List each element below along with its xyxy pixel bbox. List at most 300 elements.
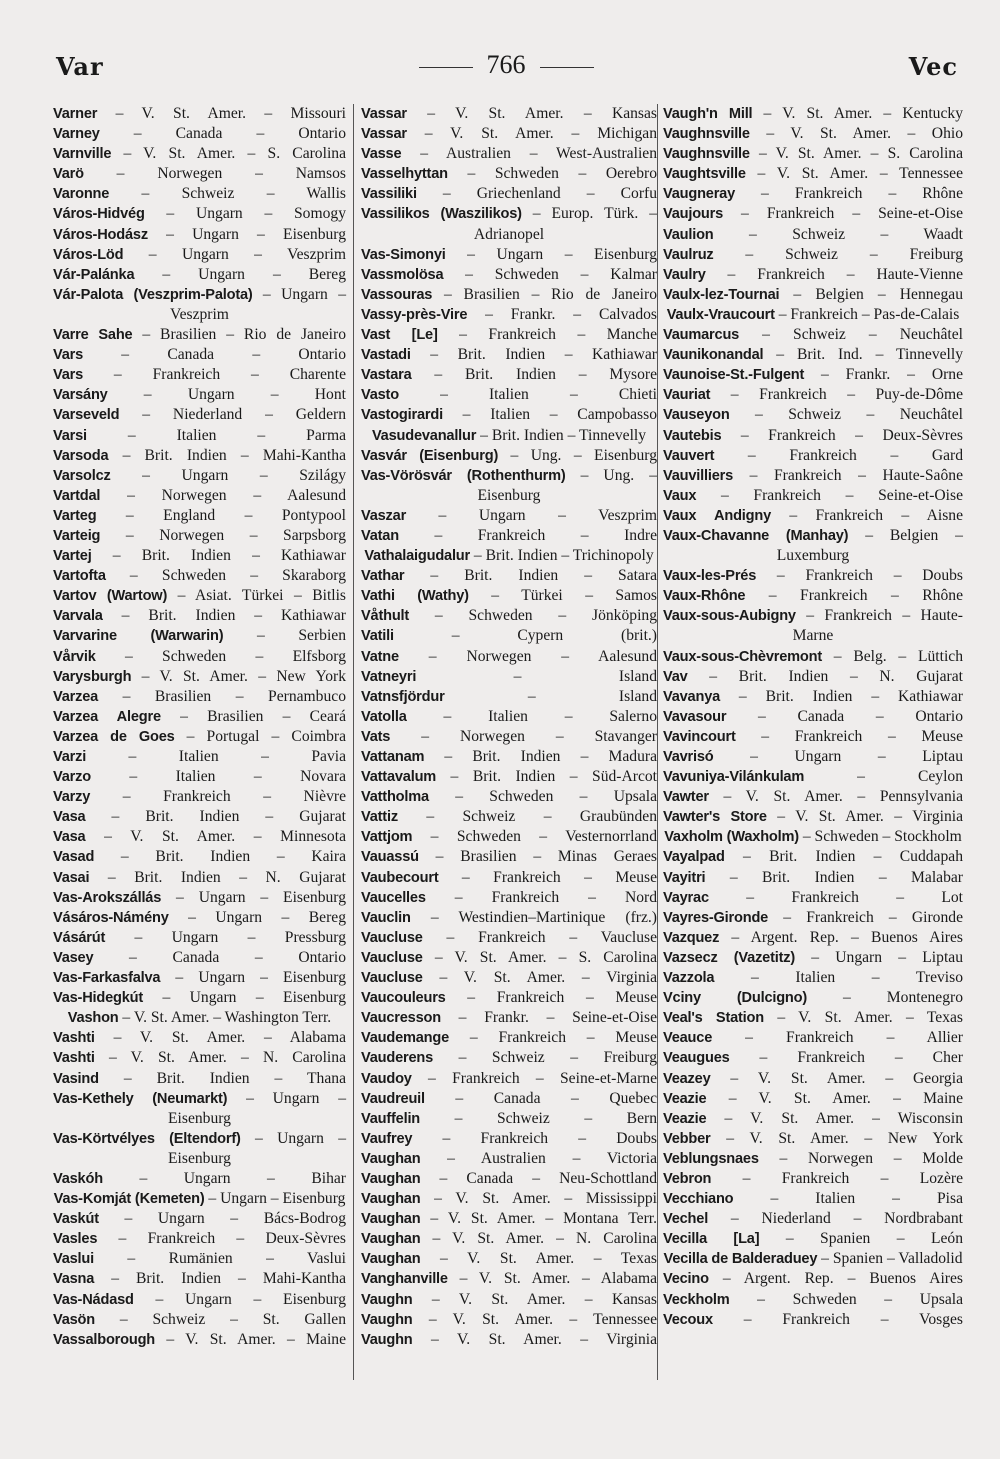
place-name: Varzo: [53, 769, 91, 786]
place-name: Vaszar: [361, 507, 407, 524]
place-name: Varvala: [53, 608, 103, 625]
place-name: Vathalaigudalur: [364, 548, 470, 565]
place-name: Vanghanville: [361, 1271, 448, 1288]
place-name: Vauffelin: [361, 1110, 421, 1127]
place-name: Vartdal: [53, 487, 101, 504]
place-name: Varzea de Goes: [53, 728, 175, 745]
place-location: – Frankr. – Seine-et-Oise: [440, 1009, 657, 1027]
place-location: – Ungarn – Hont: [107, 386, 346, 404]
place-name: Vas-Nádasd: [53, 1291, 134, 1308]
place-name: Vaxholm (Waxholm): [664, 829, 799, 846]
place-location: – Portugal – Coimbra: [174, 727, 346, 745]
place-name: Vas-Komját (Kemeten): [53, 1191, 205, 1208]
place-name: Vattholma: [361, 789, 429, 806]
place-name: Vars: [53, 367, 84, 384]
place-name: Vaux-sous-Chèvremont: [663, 648, 823, 665]
place-name: Vár-Palota (Veszprim-Palota): [53, 286, 253, 303]
place-name: Vazsecz (Vazetitz): [663, 949, 796, 966]
place-location: – Frankreich – Pas-de-Calais: [774, 305, 960, 323]
place-location: – V. St. Amer. – Texas: [420, 1250, 657, 1268]
place-location: – Ungarn – Bihar: [102, 1169, 346, 1187]
gazetteer-entry: [53, 426, 346, 446]
gazetteer-entry: [53, 1310, 346, 1330]
gazetteer-entry: [53, 265, 346, 285]
gazetteer-entry: [361, 948, 657, 968]
gazetteer-entry: [663, 1008, 963, 1028]
place-name: Vars: [53, 347, 84, 364]
place-name: Vathi (Wathy): [361, 588, 469, 605]
gazetteer-entry: [663, 1209, 963, 1229]
place-name: Våthult: [361, 608, 410, 625]
place-location: – Brit. Indien – Mahi-Kantha: [108, 446, 346, 464]
column-divider-2: [657, 104, 658, 1380]
gazetteer-entry: [361, 566, 657, 586]
gazetteer-entry: [663, 1269, 963, 1289]
place-location: – V. St. Amer. – New York: [710, 1129, 963, 1147]
gazetteer-entry: [663, 405, 963, 425]
gazetteer-entry: [663, 727, 963, 747]
place-name: Vaughn: [361, 1291, 413, 1308]
place-location: – Canada – Ontario: [83, 346, 346, 364]
place-location: – Brit. Indien – Trichinopoly: [470, 547, 654, 565]
gazetteer-entry: [361, 325, 657, 345]
place-name: Vecilla [La]: [663, 1231, 760, 1248]
place-location: – Brit. Indien – Malabar: [705, 868, 963, 886]
place-name: Vaux-les-Prés: [663, 568, 757, 585]
gazetteer-entry: [663, 1069, 963, 1089]
gazetteer-entry: [361, 606, 657, 626]
place-name: Vavasour: [663, 708, 727, 725]
place-name: Vast [Le]: [361, 327, 438, 344]
gazetteer-entry: [663, 606, 963, 646]
place-location: – Brit. Indien – Süd-Arcot: [436, 768, 657, 786]
gazetteer-entry: [361, 305, 657, 325]
place-name: Vaucluse: [361, 970, 423, 987]
gazetteer-entry: [53, 566, 346, 586]
gazetteer-entry: [53, 466, 346, 486]
place-name: Vas-Hidegkút: [53, 990, 144, 1007]
place-name: Vasad: [53, 849, 95, 866]
gazetteer-entry: [361, 827, 657, 847]
place-name: Vastadi: [361, 347, 411, 364]
place-name: Varvarine (Warwarin): [53, 628, 224, 645]
gazetteer-entry: [53, 526, 346, 546]
place-location: – V. St. Amer. – Mississippi: [420, 1190, 657, 1208]
place-location: – Frankreich – Allier: [712, 1029, 963, 1047]
place-location: – Frankreich – Aisne: [771, 506, 963, 524]
place-location: – V. St. Amer. – Virginia: [412, 1330, 657, 1348]
place-location: – Asiat. Türkei – Bitlis: [167, 587, 347, 605]
place-name: Vaucluse: [361, 949, 423, 966]
place-location: – Ungarn – Bereg: [134, 265, 346, 283]
place-location: – Rumänien – Vaslui: [94, 1250, 346, 1268]
gazetteer-entry: [361, 586, 657, 606]
gazetteer-entry: [53, 405, 346, 425]
place-name: Varsolcz: [53, 467, 111, 484]
place-name: Vatnsfjördur: [361, 688, 445, 705]
place-name: Vassar: [361, 126, 407, 143]
place-name: Vaughn: [361, 1311, 413, 1328]
place-location: – Frankreich – Seine-et-Oise: [696, 486, 963, 504]
place-location: – V. St. Amer. – S. Carolina: [749, 145, 963, 163]
place-location: – V. St. Amer. – Missouri: [97, 105, 346, 122]
gazetteer-entry: [361, 1028, 657, 1048]
gazetteer-entry: [663, 1089, 963, 1109]
place-name: Vaudemange: [361, 1030, 450, 1047]
place-location: – V. St. Amer. – Virginia: [766, 808, 964, 826]
gazetteer-entry: [361, 1048, 657, 1068]
gazetteer-entry: [361, 204, 657, 244]
gazetteer-entry: [53, 285, 346, 325]
gazetteer-column-2: [361, 104, 657, 1350]
place-location: – Brit. Indien – Tinnevelly: [476, 426, 647, 444]
gazetteer-entry: [663, 1310, 963, 1330]
gazetteer-entry: [53, 345, 346, 365]
place-location: – Brit. Indien – Mahi-Kantha: [94, 1270, 346, 1288]
place-name: Varö: [53, 166, 84, 183]
place-location: – Ungarn – Veszprim: [406, 506, 657, 524]
place-name: Vasvár (Eisenburg): [361, 447, 499, 464]
gazetteer-entry: [361, 1089, 657, 1109]
place-location: – V. St. Amer. – Montana Terr.: [420, 1210, 657, 1228]
gazetteer-entry: [663, 506, 963, 526]
gazetteer-entry: [663, 888, 963, 908]
gazetteer-entry: [663, 787, 963, 807]
gazetteer-entry: [53, 787, 346, 807]
place-location: – Schweden – Elfsborg: [95, 647, 346, 665]
place-location: – Frankreich – Seine-et-Oise: [723, 205, 963, 223]
gazetteer-entry: [663, 707, 963, 727]
gazetteer-entry: [663, 988, 963, 1008]
place-location: – Norwegen – Stavanger: [390, 727, 657, 745]
place-location: – Ungarn – Eisenburg: [143, 989, 346, 1007]
place-location: – V. St. Amer. – Ohio: [749, 125, 963, 143]
gazetteer-entry: [361, 1269, 657, 1289]
place-name: Vaughan: [361, 1150, 421, 1167]
place-location: – Frankreich – Doubs: [756, 567, 963, 585]
gazetteer-entry: [663, 1249, 963, 1269]
gazetteer-entry: [53, 968, 346, 988]
gazetteer-entry: [663, 204, 963, 224]
place-location: – Ungarn – Eisenburg: [161, 888, 346, 906]
place-location: – Frankreich – Indre: [398, 526, 657, 544]
gazetteer-entry: [53, 546, 346, 566]
place-location: – Frankreich – Meuse: [445, 989, 657, 1007]
place-name: Vauriat: [663, 387, 711, 404]
gazetteer-entry: [53, 365, 346, 385]
place-name: Vauderens: [361, 1050, 434, 1067]
gazetteer-entry: [53, 225, 346, 245]
place-name: Varzea Alegre: [53, 708, 161, 725]
gazetteer-entry: [663, 1229, 963, 1249]
gazetteer-entry: [663, 486, 963, 506]
gazetteer-entry: [663, 566, 963, 586]
place-name: Varzi: [53, 749, 87, 765]
gazetteer-entry: [663, 1189, 963, 1209]
place-location: – Spanien – Valladolid: [817, 1250, 963, 1268]
gazetteer-entry: [663, 144, 963, 164]
gazetteer-entry: [361, 285, 657, 305]
gazetteer-column-3: [663, 104, 963, 1330]
gazetteer-entry: [53, 667, 346, 687]
place-name: Vaubecourt: [361, 869, 439, 886]
place-location: – Belg. – Lüttich: [822, 647, 963, 665]
place-name: Vasa: [53, 829, 86, 846]
place-location: – V. St. Amer. – Maine: [706, 1089, 963, 1107]
place-name: Vecchiano: [663, 1191, 734, 1208]
place-name: Vayitri: [663, 869, 706, 886]
place-location: – Ung. – Eisenburg: [498, 446, 657, 464]
gazetteer-entry: [663, 908, 963, 928]
gazetteer-entry: [663, 1149, 963, 1169]
place-location: – Ungarn – Eisenburg: [147, 225, 346, 243]
place-location: – Ungarn – Bács-Bodrog: [98, 1210, 346, 1228]
place-name: Vasse: [361, 146, 402, 163]
gazetteer-entry: [53, 506, 346, 526]
gazetteer-entry: [663, 526, 963, 566]
place-location: – Norwegen – Aalesund: [100, 486, 346, 504]
place-location: – Ungarn – Veszprim: [170, 285, 346, 323]
place-location: – Brit. Indien – Gujarat: [85, 808, 346, 826]
place-name: Varteig: [53, 527, 101, 544]
gazetteer-entry: [361, 365, 657, 385]
gazetteer-entry: [663, 124, 963, 144]
place-location: – Canada – Ontario: [726, 707, 963, 725]
gazetteer-entry: [663, 184, 963, 204]
place-location: – V. St. Amer. – Maine: [155, 1330, 346, 1348]
place-location: – Italien – Pisa: [733, 1190, 963, 1208]
place-name: Vas-Kethely (Neumarkt): [53, 1090, 228, 1107]
place-location: – Schweden – Jönköping: [409, 607, 657, 625]
place-name: Varysburgh: [53, 668, 132, 685]
gazetteer-entry: [663, 466, 963, 486]
gazetteer-entry: [361, 1169, 657, 1189]
gazetteer-entry: [663, 747, 963, 767]
place-location: – Türkei – Samos: [468, 587, 658, 605]
place-location: – Brit. Indien – Satara: [404, 567, 657, 585]
place-name: Vecino: [663, 1271, 709, 1288]
place-location: – V. St. Amer. – Kentucky: [752, 105, 963, 122]
place-name: Vattjom: [361, 829, 413, 846]
place-location: – Frankreich – Cher: [729, 1049, 963, 1067]
place-name: Vaucluse: [361, 929, 423, 946]
header-left-keyword: Var: [56, 52, 104, 81]
place-location: – Ceylon: [804, 768, 963, 786]
gazetteer-entry: [361, 1330, 657, 1350]
place-location: – Niederland – Nordbrabant: [708, 1210, 963, 1228]
place-name: Vastara: [361, 367, 412, 384]
place-location: – Frankreich – Meuse: [735, 727, 963, 745]
gazetteer-entry: [53, 847, 346, 867]
gazetteer-entry: [53, 1069, 346, 1089]
place-location: – Frankreich – Vosges: [712, 1310, 963, 1328]
place-location: – Brit. Indien – N. Gujarat: [687, 667, 963, 685]
place-name: Vaughan: [361, 1170, 421, 1187]
gazetteer-entry: [663, 345, 963, 365]
gazetteer-entry: [361, 1290, 657, 1310]
gazetteer-entry: [663, 365, 963, 385]
place-location: – Norwegen – Molde: [758, 1149, 963, 1167]
gazetteer-entry: [361, 847, 657, 867]
gazetteer-entry: [53, 446, 346, 466]
place-location: – Italien – Pavia: [86, 748, 346, 765]
place-name: Vaughan: [361, 1231, 421, 1248]
place-location: – Ungarn – Eisenburg: [204, 1190, 346, 1208]
place-location: – Montenegro: [807, 989, 964, 1007]
gazetteer-entry: [663, 647, 963, 667]
gazetteer-entry: [53, 1028, 346, 1048]
gazetteer-entry: [53, 204, 346, 224]
place-name: Vaugh'n Mill: [663, 106, 753, 122]
place-location: – V. St. Amer. – N. Carolina: [420, 1230, 657, 1248]
gazetteer-entry: [663, 164, 963, 184]
place-location: – Schweden – Oerebro: [447, 165, 657, 183]
place-name: Vauseyon: [663, 407, 730, 424]
place-name: Vasai: [53, 869, 90, 886]
place-name: Vásárút: [53, 929, 106, 946]
place-location: – Frankreich – Nièvre: [90, 788, 346, 806]
place-name: Vasselhyttan: [361, 166, 448, 183]
place-name: Vautebis: [663, 427, 722, 444]
place-name: Varnville: [53, 146, 112, 163]
place-location: – Schweiz – Freiburg: [433, 1049, 657, 1067]
place-name: Vashon: [67, 1010, 119, 1027]
place-location: – Canada – Ontario: [99, 125, 346, 143]
place-location: – V. St. Amer. – Washington Terr.: [118, 1009, 332, 1027]
place-location: – England – Pontypool: [96, 506, 346, 524]
place-location: – Schweiz – Freiburg: [713, 245, 963, 263]
gazetteer-entry: [663, 385, 963, 405]
place-location: – V. St. Amer. – New York: [131, 667, 346, 685]
place-name: Vecilla de Balderaduey: [663, 1251, 818, 1268]
place-name: Vaughnsville: [663, 146, 750, 163]
place-location: – V. St. Amer. – Alabama: [447, 1270, 657, 1288]
place-location: – Ungarn – Eisenburg: [168, 1089, 346, 1127]
gazetteer-entry: [361, 184, 657, 204]
place-name: Vas-Körtvélyes (Eltendorf): [53, 1130, 241, 1147]
place-name: Vauvert: [663, 447, 715, 464]
place-location: – Frankreich – Haute-Marne: [792, 607, 963, 645]
place-name: Vasudevanallur: [371, 427, 477, 444]
place-location: – V. St. Amer. – Wisconsin: [706, 1109, 963, 1127]
place-location: – Schweiz – Wallis: [109, 185, 346, 203]
place-location: – Frankreich – Lot: [708, 888, 963, 906]
place-name: Vavincourt: [663, 728, 736, 745]
place-name: Vathar: [361, 568, 405, 585]
place-location: – Ungarn – Eisenburg: [168, 1129, 346, 1167]
place-location: – Ungarn – Eisenburg: [160, 969, 346, 987]
place-name: Vav: [663, 668, 688, 685]
place-location: – Schweiz – Bern: [420, 1109, 657, 1127]
gazetteer-entry: [53, 1330, 346, 1350]
place-location: – Frankreich – Vaucluse: [422, 928, 657, 946]
place-location: – Frankreich – Charente: [83, 366, 346, 384]
place-location: – Island: [444, 687, 657, 705]
gazetteer-entry: [361, 526, 657, 546]
place-name: Vásáros-Námény: [53, 909, 169, 926]
gazetteer-entry: [361, 727, 657, 747]
place-location: – Australien – West-Australien: [401, 145, 657, 163]
gazetteer-entry: [361, 405, 657, 425]
gazetteer-entry: [361, 807, 657, 827]
place-name: Vaujours: [663, 206, 724, 223]
column-divider-1: [353, 104, 354, 1380]
place-name: Vaulx-lez-Tournai: [663, 286, 780, 303]
place-location: – Canada – Neu-Schottland: [420, 1169, 657, 1187]
gazetteer-entry: [53, 807, 346, 827]
place-name: Vaudoy: [361, 1070, 412, 1087]
gazetteer-entry: [361, 144, 657, 164]
gazetteer-entry: [663, 586, 963, 606]
gazetteer-entry: [361, 506, 657, 526]
gazetteer-entry: [361, 767, 657, 787]
place-location: – Frankr. – Orne: [804, 366, 963, 384]
place-name: Veazie: [663, 1110, 707, 1127]
gazetteer-entry: [361, 888, 657, 908]
place-name: Veckholm: [663, 1291, 730, 1308]
gazetteer-entry: [361, 426, 657, 446]
place-location: – Brasilien – Ceará: [160, 707, 346, 725]
place-name: Vas-Vörösvár (Rothenthurm): [361, 467, 566, 484]
gazetteer-entry: [663, 426, 963, 446]
place-location: – Frankr. – Calvados: [467, 305, 657, 323]
place-name: Vasa: [53, 809, 86, 826]
place-location: – Italien – Salerno: [406, 707, 657, 725]
place-name: Vaughan: [361, 1211, 421, 1228]
gazetteer-entry: [663, 225, 963, 245]
place-location: – Canada – Ontario: [93, 948, 346, 966]
place-name: Város-Hodász: [53, 226, 148, 243]
place-name: Vebber: [663, 1130, 711, 1147]
gazetteer-entry: [53, 888, 346, 908]
place-location: – Argent. Rep. – Buenos Aires: [719, 928, 963, 946]
place-location: – Frankreich – Meuse: [438, 868, 657, 886]
place-name: Vashti: [53, 1030, 95, 1047]
place-name: Vaulruz: [663, 246, 714, 263]
place-location: – Italien – Parma: [86, 426, 346, 444]
place-location: – Italien – Campobasso: [442, 406, 657, 424]
place-location: – Frankreich – Haute-Vienne: [705, 265, 963, 283]
gazetteer-entry: [663, 667, 963, 687]
gazetteer-entry: [361, 868, 657, 888]
place-location: – Cypern (brit.): [393, 627, 657, 645]
divider-dash-right: [540, 67, 594, 68]
place-name: Vassouras: [361, 286, 433, 303]
place-name: Varner: [53, 106, 98, 122]
place-name: Vassiliki: [361, 186, 417, 203]
place-location: – Brit. Indien – Thana: [98, 1069, 346, 1087]
gazetteer-entry: [53, 606, 346, 626]
place-name: Varsi: [53, 427, 87, 444]
place-location: – Brasilien – Rio de Janeiro: [132, 326, 346, 344]
gazetteer-entry: [663, 104, 963, 124]
gazetteer-entry: [53, 647, 346, 667]
place-name: Vaulry: [663, 266, 706, 283]
place-name: Vaughnsville: [663, 126, 750, 143]
place-name: Vaudreuil: [361, 1090, 425, 1107]
place-name: Vaumarcus: [663, 327, 740, 344]
gazetteer-entry: [361, 687, 657, 707]
place-name: Vashti: [53, 1050, 95, 1067]
place-name: Vartej: [53, 548, 92, 565]
place-location: – V. St. Amer. – Tennessee: [745, 165, 963, 183]
place-location: – Brit. Indien – Kathiawar: [410, 346, 657, 364]
place-location: – V. St. Amer. – S. Carolina: [111, 145, 346, 163]
gazetteer-entry: [53, 104, 346, 124]
gazetteer-entry: [663, 325, 963, 345]
gazetteer-entry: [361, 1189, 657, 1209]
gazetteer-entry: [663, 305, 963, 325]
